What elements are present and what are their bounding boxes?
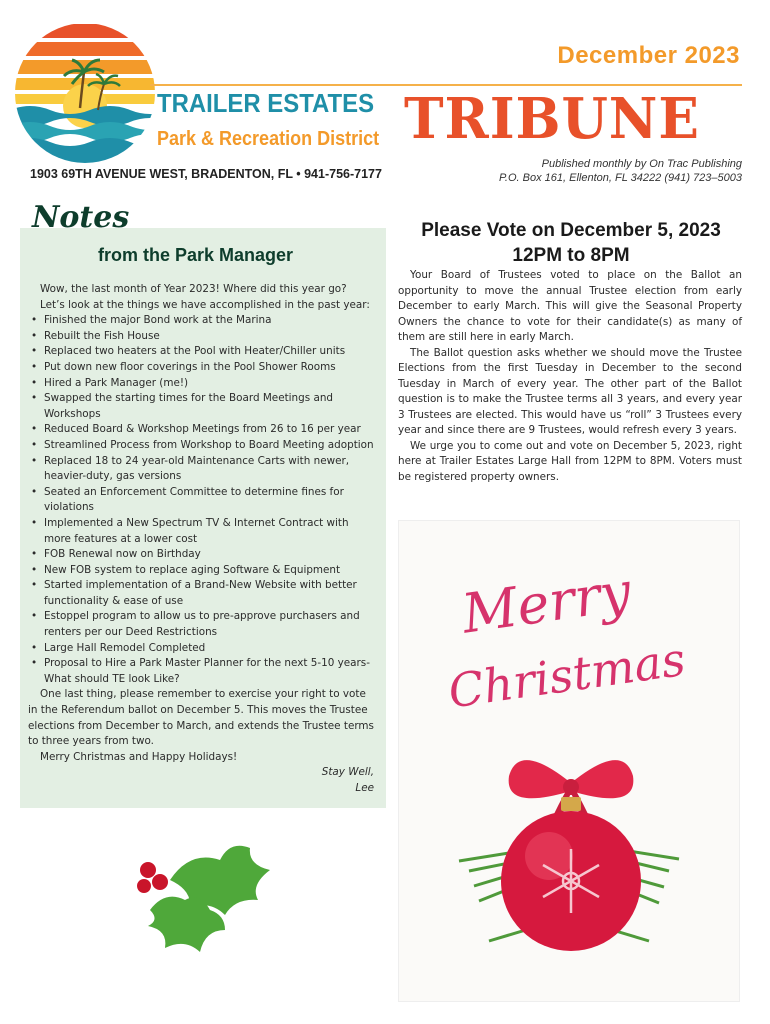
notes-subtitle: from the Park Manager — [98, 245, 294, 265]
park-address: 1903 69TH AVENUE WEST, BRADENTON, FL • 941-756-7177 — [30, 167, 382, 181]
organization-subtitle: Park & Recreation District — [157, 128, 380, 150]
list-item: • Started implementation of a Brand-New Website with better functionality & ease of use — [28, 578, 374, 609]
park-logo — [10, 18, 160, 168]
list-item: • Replaced 18 to 24 year-old Maintenance Carts with newer, heavier-duty, gas versions — [28, 454, 374, 485]
publisher-info — [420, 157, 742, 185]
list-item: • Put down new floor coverings in the Pool Shower Rooms — [28, 360, 374, 376]
list-item: • New FOB system to replace aging Software & Equipment — [28, 563, 374, 579]
notes-closing: Merry Christmas and Happy Holidays! — [40, 750, 238, 763]
article-headline — [398, 218, 744, 268]
notes-body — [28, 282, 374, 797]
signoff-name: Lee — [355, 782, 374, 794]
article-paragraph: The Ballot question asks whether we should move the Trustee Elections from the first Tuesday in December to the second Tuesday in March of every year. The other part of the Ballot question is to make the Trustee terms all 3 years, and every year 3 Trustees are elected. This would have us “roll” 3 Trustees every year and since there are 9 Trustees, would refresh every 3 years. — [398, 346, 742, 436]
list-item: • Replaced two heaters at the Pool with Heater/Chiller units — [28, 344, 374, 360]
holly-leaves-icon — [130, 830, 280, 970]
headline-line: Please Vote on December 5, 2023 — [421, 220, 721, 241]
image-lettering: Christmas — [445, 631, 689, 719]
list-item: • Swapped the starting times for the Board Meetings and Workshops — [28, 391, 374, 422]
headline-time: 12PM to 8PM — [512, 245, 630, 266]
signoff-line: Stay Well, — [321, 766, 374, 779]
issue-date: December 2023 — [557, 42, 740, 69]
list-item: • Large Hall Remodel Completed — [28, 641, 374, 657]
list-item: • Estoppel program to allow us to pre-approve purchasers and renters per our Deed Restrictions — [28, 609, 374, 640]
list-item: • Rebuilt the Fish House — [28, 329, 374, 345]
accomplishments-list — [28, 313, 374, 687]
list-item: • Hired a Park Manager (me!) — [28, 376, 374, 392]
newspaper-title: TRIBUNE — [404, 86, 700, 152]
image-lettering: Merry — [458, 559, 635, 646]
list-item: • Seated an Enforcement Committee to determine fines for violations — [28, 485, 374, 516]
list-item: • Implemented a New Spectrum TV & Internet Contract with more features at a lower cost — [28, 516, 374, 547]
notes-intro: Wow, the last month of Year 2023! Where did this year go? — [40, 283, 347, 295]
list-item: • Proposal to Hire a Park Master Planner for the next 5-10 years- What should TE look Like? — [28, 656, 374, 687]
publisher-line: Published monthly by On Trac Publishing — [541, 158, 742, 170]
article-paragraph: We urge you to come out and vote on December 5, 2023, right here at Trailer Estates Large Hall from 12PM to 8PM. Voters must be registered property owners. — [398, 439, 742, 483]
notes-intro: Let’s look at the things we have accomplished in the past year: — [40, 298, 370, 311]
christmas-ornament-icon — [399, 521, 739, 1001]
list-item: • FOB Renewal now on Birthday — [28, 547, 374, 563]
list-item: • Streamlined Process from Workshop to Board Meeting adoption — [28, 438, 374, 454]
notes-closing: One last thing, please remember to exercise your right to vote in the Referendum ballot on December 5. This moves the Trustee elections from December to March, and extends the Trustee terms to three years from two. — [28, 688, 374, 748]
article-paragraph: Your Board of Trustees voted to place on the Ballot an opportunity to move the annual Trustee election from early December to early March. This will give the Seasonal Property Owners the chance to vote for their candidate(s) as many of them are still here in early March. — [398, 269, 742, 343]
christmas-image — [398, 520, 740, 1002]
organization-name: TRAILER ESTATES — [157, 88, 375, 118]
publisher-address: P.O. Box 161, Ellenton, FL 34222 (941) 723–5003 — [499, 172, 742, 184]
notes-title: Notes — [32, 200, 130, 235]
list-item: • Finished the major Bond work at the Marina — [28, 313, 374, 329]
article-body — [398, 268, 742, 485]
list-item: • Reduced Board & Workshop Meetings from 26 to 16 per year — [28, 422, 374, 438]
